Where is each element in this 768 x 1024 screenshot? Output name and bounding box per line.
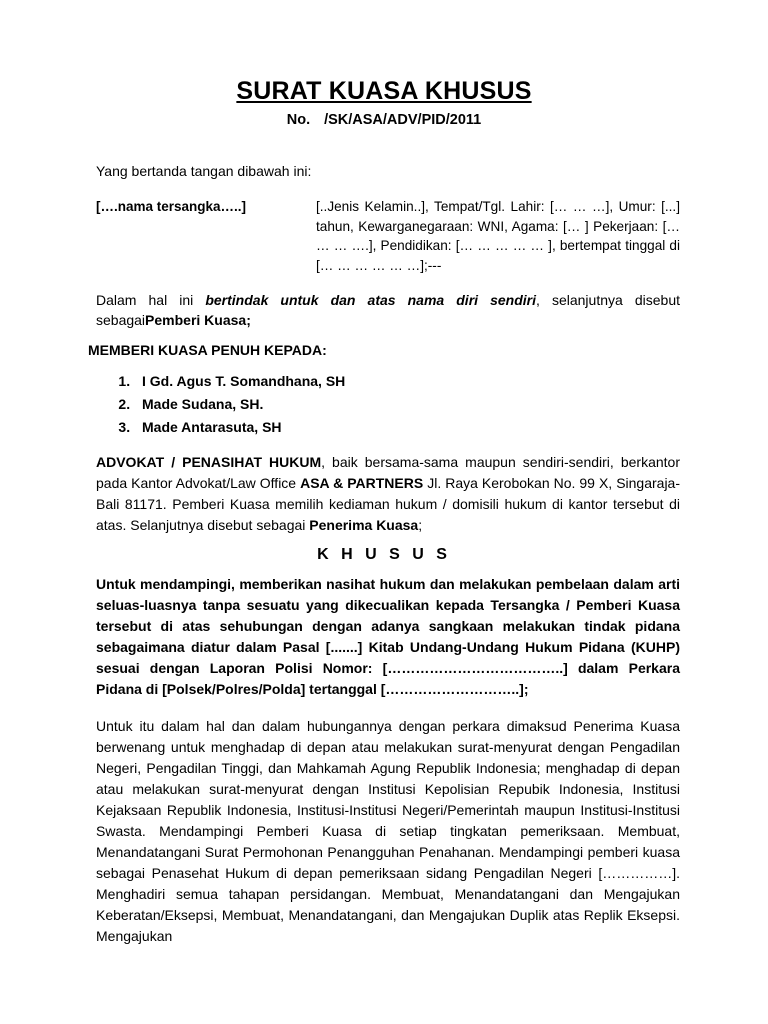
party-name: [….nama tersangka…..] (96, 198, 247, 214)
acting-paragraph (88, 290, 680, 331)
document-number-value: /SK/ASA/ADV/PID/2011 (324, 111, 482, 128)
attorney-list (88, 370, 680, 438)
acting-middle: , selanjutnya disebut sebagai (96, 291, 681, 328)
grant-heading-bold: MEMBERI KUASA PENUH KEPADA (88, 342, 323, 359)
grant-heading-tail: : (322, 342, 327, 359)
list-item: 3. Made Antarasuta, SH (134, 416, 680, 439)
office-text-3: ; (418, 517, 423, 534)
party-details: [..Jenis Kelamin..], Tempat/Tgl. Lahir: [… … …], Umur: [...] tahun, Kewarganegaraan: WNI, Agama: [… ] Pekerjaan: [… … … ….], Pendidikan: [… … … … … ], bertempat tinggal di [… … … … … …];--- (316, 198, 680, 273)
authority-paragraph: Untuk itu dalam hal dan dalam hubungannya dengan perkara dimaksud Penerima Kuasa berwenang untuk menghadap di depan atau melakukan surat-menyurat dengan Pengadilan Negeri, Pengadilan Tinggi, dan Mahkamah Agung Republik Indonesia; menghadap di depan atau melakukan surat-menyurat dengan Institusi Kepolisian Repubik Indonesia, Institusi Kejaksaan Republik Indonesia, Institusi-Institusi Negeri/Pemerintah maupun Institusi-Institusi Swasta. Mendampingi Pemberi Kuasa di setiap tingkatan pemeriksaan. Membuat, Menandatangani Surat Permohonan Penangguhan Penahanan. Mendampingi pemberi kuasa sebagai Penasehat Hukum di depan pemeriksaan sidang Pengadilan Negeri [……………]. Menghadiri semua tahapan persidangan. Membuat, Menandatangani dan Mengajukan Keberatan/Eksepsi, Membuat, Menandatangani, dan Mengajukan Duplik atas Replik Eksepsi. Mengajukan (96, 718, 680, 945)
document-number (88, 112, 680, 129)
document-number-label: No. (286, 111, 311, 128)
law-firm-name: ASA & PARTNERS (300, 475, 424, 492)
list-item: 2. Made Sudana, SH. (134, 393, 680, 416)
party-block (88, 197, 680, 276)
grant-heading (88, 342, 680, 358)
acting-role: Pemberi Kuasa; (145, 312, 251, 328)
khusus-heading: K H U S U S (317, 546, 451, 564)
attorney-role: ADVOKAT / PENASIHAT HUKUM (96, 454, 322, 471)
acting-prefix: Dalam hal ini (96, 291, 206, 308)
office-paragraph (88, 452, 680, 536)
recipient-role: Penerima Kuasa (309, 517, 419, 534)
khusus-body: Untuk mendampingi, memberikan nasihat hukum dan melakukan pembelaan dalam arti seluas-luasnya tanpa sesuatu yang dikecualikan kepada Tersangka / Pemberi Kuasa tersebut di atas sehubungan dengan adanya sangkaan melakukan tindak pidana sebagaimana diatur dalam Pasal [.......] Kitab Undang-Undang Hukum Pidana (KUHP) sesuai dengan Laporan Polisi Nomor: [………………………………..] dalam Perkara Pidana di [Polsek/Polres/Polda] tertanggal [………………………..]; (96, 576, 680, 698)
office-text-2: Jl. Raya Kerobokan No. 99 X, Singaraja-Bali 81171. Pemberi Kuasa memilih kediaman hukum / domisili hukum di kantor tersebut di atas. Selanjutnya disebut sebagai (96, 475, 681, 534)
page-title: SURAT KUASA KHUSUS (236, 77, 532, 105)
list-item: 1. I Gd. Agus T. Somandhana, SH (134, 370, 680, 393)
acting-emphasis: bertindak untuk dan atas nama diri sendiri (205, 291, 537, 308)
office-text-1: , baik bersama-sama maupun sendiri-sendiri, berkantor pada Kantor Advokat/Law Office (96, 454, 680, 492)
intro-line: Yang bertanda tangan dibawah ini: (96, 162, 312, 179)
